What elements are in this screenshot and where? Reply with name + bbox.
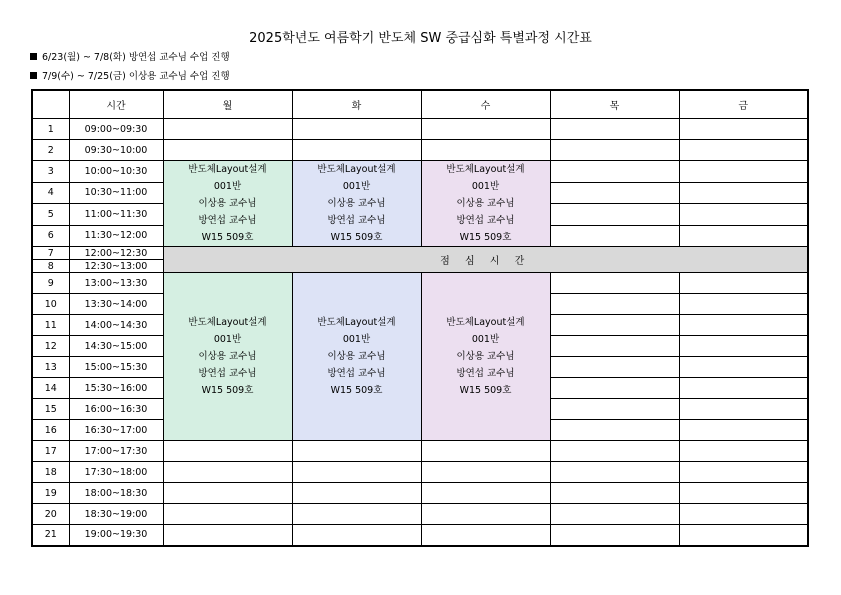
- professor-2: 방연섭 교수님: [327, 215, 386, 226]
- class-cell-tue: [292, 273, 421, 441]
- table-row: [32, 525, 808, 546]
- professor-2: 방연섭 교수님: [198, 215, 257, 226]
- row-number: 4: [32, 182, 69, 204]
- row-time: 13:30~14:00: [69, 294, 163, 315]
- row-time: 11:00~11:30: [69, 204, 163, 226]
- empty-cell: [550, 378, 679, 399]
- empty-cell: [679, 204, 808, 226]
- empty-cell: [163, 483, 292, 504]
- row-time: 16:30~17:00: [69, 420, 163, 441]
- row-time: 10:30~11:00: [69, 182, 163, 204]
- header-time: 시간: [69, 90, 163, 119]
- header-num: [32, 90, 69, 119]
- empty-cell: [679, 525, 808, 546]
- row-number: 10: [32, 294, 69, 315]
- row-number: 9: [32, 273, 69, 294]
- table-row: [32, 483, 808, 504]
- room: W15 509호: [201, 232, 254, 243]
- empty-cell: [421, 140, 550, 161]
- empty-cell: [550, 462, 679, 483]
- row-number: 14: [32, 378, 69, 399]
- row-number: 8: [32, 260, 69, 273]
- class-cell-wed: [421, 161, 550, 247]
- row-number: 1: [32, 119, 69, 140]
- section: 001반: [213, 181, 242, 192]
- row-number: 6: [32, 225, 69, 247]
- professor-2: 방연섭 교수님: [198, 368, 257, 379]
- timetable: [31, 89, 809, 547]
- empty-cell: [679, 161, 808, 183]
- row-number: 18: [32, 462, 69, 483]
- room: W15 509호: [201, 385, 254, 396]
- table-row: [32, 247, 808, 260]
- bullet-square-icon: [30, 72, 37, 79]
- row-number: 3: [32, 161, 69, 183]
- empty-cell: [163, 504, 292, 525]
- row-time: 13:00~13:30: [69, 273, 163, 294]
- row-number: 11: [32, 315, 69, 336]
- professor-2: 방연섭 교수님: [327, 368, 386, 379]
- row-number: 21: [32, 525, 69, 546]
- class-cell-tue: [292, 161, 421, 247]
- class-cell-wed: [421, 273, 550, 441]
- empty-cell: [163, 441, 292, 462]
- empty-cell: [679, 420, 808, 441]
- professor-1: 이상용 교수님: [198, 198, 257, 209]
- empty-cell: [550, 273, 679, 294]
- empty-cell: [550, 420, 679, 441]
- empty-cell: [679, 182, 808, 204]
- professor-2: 방연섭 교수님: [456, 368, 515, 379]
- empty-cell: [550, 182, 679, 204]
- row-time: 19:00~19:30: [69, 525, 163, 546]
- row-time: 16:00~16:30: [69, 399, 163, 420]
- class-cell-mon: [163, 161, 292, 247]
- empty-cell: [292, 119, 421, 140]
- note-2: [30, 68, 230, 82]
- empty-cell: [550, 441, 679, 462]
- course-name: 반도체Layout설계: [317, 317, 396, 328]
- header-mon: 월: [163, 90, 292, 119]
- section: 001반: [213, 334, 242, 345]
- section: 001반: [471, 181, 500, 192]
- table-row: [32, 119, 808, 140]
- course-name: 반도체Layout설계: [188, 164, 267, 175]
- room: W15 509호: [330, 232, 383, 243]
- course-name: 반도체Layout설계: [446, 164, 525, 175]
- note-1: [30, 49, 230, 63]
- row-time: 17:30~18:00: [69, 462, 163, 483]
- row-time: 12:30~13:00: [69, 260, 163, 273]
- note-text: 7/9(수) ~ 7/25(금) 이상용 교수님 수업 진행: [42, 71, 230, 82]
- section: 001반: [471, 334, 500, 345]
- empty-cell: [421, 462, 550, 483]
- table-row: [32, 504, 808, 525]
- row-time: 15:30~16:00: [69, 378, 163, 399]
- row-time: 14:30~15:00: [69, 336, 163, 357]
- header-wed: 수: [421, 90, 550, 119]
- empty-cell: [550, 336, 679, 357]
- row-number: 17: [32, 441, 69, 462]
- empty-cell: [421, 504, 550, 525]
- empty-cell: [679, 462, 808, 483]
- empty-cell: [679, 483, 808, 504]
- course-name: 반도체Layout설계: [446, 317, 525, 328]
- empty-cell: [292, 504, 421, 525]
- class-cell-mon: [163, 273, 292, 441]
- empty-cell: [292, 483, 421, 504]
- note-text: 6/23(월) ~ 7/8(화) 방연섭 교수님 수업 진행: [42, 52, 230, 63]
- empty-cell: [679, 504, 808, 525]
- empty-cell: [421, 525, 550, 546]
- header-thu: 목: [550, 90, 679, 119]
- room: W15 509호: [459, 232, 512, 243]
- empty-cell: [550, 294, 679, 315]
- room: W15 509호: [459, 385, 512, 396]
- empty-cell: [550, 399, 679, 420]
- empty-cell: [550, 119, 679, 140]
- page-title: 2025학년도 여름학기 반도체 SW 중급심화 특별과정 시간표: [249, 31, 592, 46]
- empty-cell: [550, 483, 679, 504]
- section: 001반: [342, 181, 371, 192]
- row-time: 17:00~17:30: [69, 441, 163, 462]
- empty-cell: [550, 225, 679, 247]
- bullet-square-icon: [30, 53, 37, 60]
- empty-cell: [550, 140, 679, 161]
- professor-1: 이상용 교수님: [327, 351, 386, 362]
- row-number: 16: [32, 420, 69, 441]
- empty-cell: [292, 441, 421, 462]
- professor-1: 이상용 교수님: [198, 351, 257, 362]
- row-number: 20: [32, 504, 69, 525]
- row-number: 15: [32, 399, 69, 420]
- row-time: 09:00~09:30: [69, 119, 163, 140]
- professor-1: 이상용 교수님: [456, 198, 515, 209]
- empty-cell: [421, 483, 550, 504]
- professor-1: 이상용 교수님: [327, 198, 386, 209]
- room: W15 509호: [330, 385, 383, 396]
- empty-cell: [292, 525, 421, 546]
- table-row: [32, 140, 808, 161]
- empty-cell: [550, 525, 679, 546]
- row-number: 12: [32, 336, 69, 357]
- empty-cell: [679, 336, 808, 357]
- empty-cell: [550, 204, 679, 226]
- empty-cell: [421, 441, 550, 462]
- course-name: 반도체Layout설계: [317, 164, 396, 175]
- header-row: [32, 90, 808, 119]
- row-number: 13: [32, 357, 69, 378]
- section: 001반: [342, 334, 371, 345]
- professor-2: 방연섭 교수님: [456, 215, 515, 226]
- table-row: [32, 441, 808, 462]
- empty-cell: [421, 119, 550, 140]
- empty-cell: [163, 140, 292, 161]
- empty-cell: [679, 357, 808, 378]
- row-time: 11:30~12:00: [69, 225, 163, 247]
- row-time: 14:00~14:30: [69, 315, 163, 336]
- course-name: 반도체Layout설계: [188, 317, 267, 328]
- table-row: [32, 462, 808, 483]
- empty-cell: [163, 462, 292, 483]
- empty-cell: [550, 161, 679, 183]
- row-time: 09:30~10:00: [69, 140, 163, 161]
- empty-cell: [679, 441, 808, 462]
- table-row: [32, 161, 808, 183]
- table-row: [32, 273, 808, 294]
- empty-cell: [163, 525, 292, 546]
- empty-cell: [679, 399, 808, 420]
- header-fri: 금: [679, 90, 808, 119]
- empty-cell: [679, 119, 808, 140]
- row-number: 5: [32, 204, 69, 226]
- empty-cell: [679, 378, 808, 399]
- empty-cell: [292, 462, 421, 483]
- empty-cell: [550, 357, 679, 378]
- header-tue: 화: [292, 90, 421, 119]
- row-time: 12:00~12:30: [69, 247, 163, 260]
- lunch-cell: 점 심 시 간: [163, 247, 808, 273]
- empty-cell: [679, 140, 808, 161]
- row-number: 7: [32, 247, 69, 260]
- row-number: 19: [32, 483, 69, 504]
- empty-cell: [292, 140, 421, 161]
- row-time: 10:00~10:30: [69, 161, 163, 183]
- empty-cell: [679, 315, 808, 336]
- row-time: 15:00~15:30: [69, 357, 163, 378]
- row-time: 18:00~18:30: [69, 483, 163, 504]
- empty-cell: [679, 225, 808, 247]
- row-number: 2: [32, 140, 69, 161]
- professor-1: 이상용 교수님: [456, 351, 515, 362]
- row-time: 18:30~19:00: [69, 504, 163, 525]
- empty-cell: [163, 119, 292, 140]
- empty-cell: [679, 294, 808, 315]
- empty-cell: [679, 273, 808, 294]
- empty-cell: [550, 315, 679, 336]
- empty-cell: [550, 504, 679, 525]
